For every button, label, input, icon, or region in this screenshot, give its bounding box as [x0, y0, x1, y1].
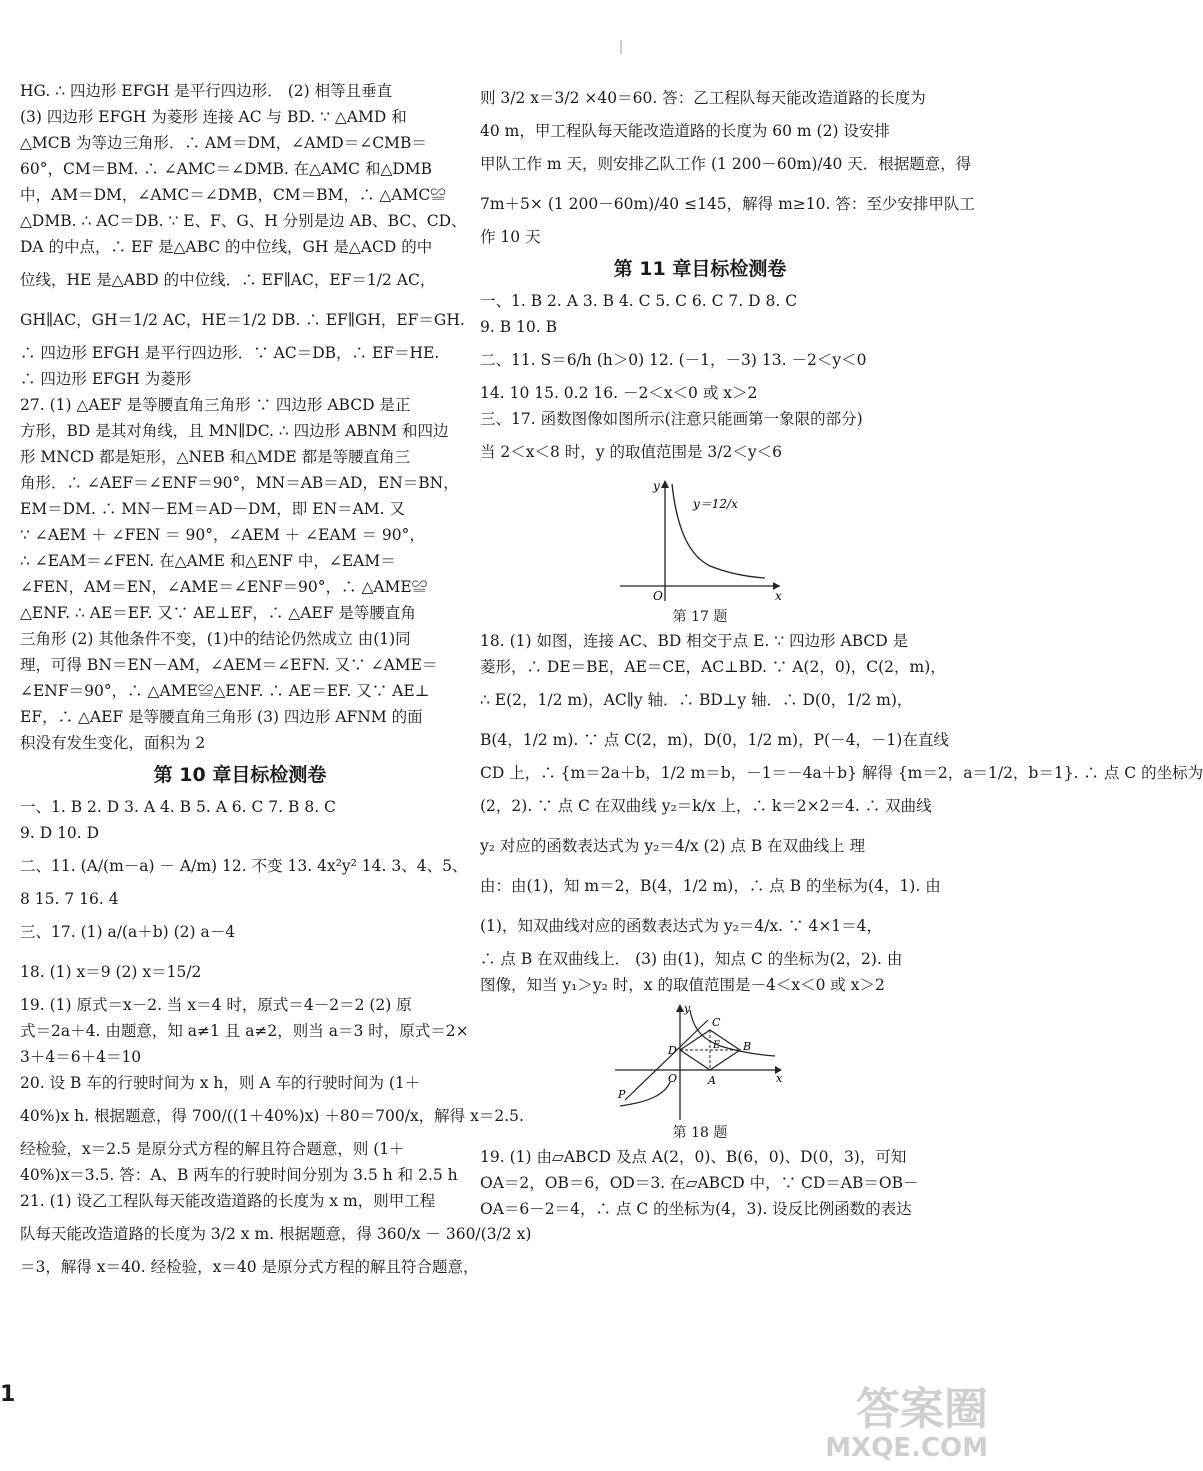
answer-line: 7m＋5× (1 200－60m)/40 ≤145，解得 m≥10. 答：至少安排甲队工: [480, 195, 975, 213]
answer-line: 19. (1) 原式＝x－2. 当 x＝4 时，原式＝4－2＝2 (2) 原: [20, 996, 412, 1014]
figure-17-graph: [615, 476, 785, 606]
answer-line: EM＝DM. ∴ MN－EM＝AD－DM，即 EN＝AM. 又: [20, 500, 406, 518]
answer-line: 19. (1) 由▱ABCD 及点 A(2，0)、B(6，0)、D(0，3)，可知: [480, 1148, 907, 1166]
label-e: E: [713, 1040, 721, 1051]
answer-line: CD 上，∴ {m＝2a＋b，1/2 m＝b，－1＝－4a＋b} 解得 {m＝2，a＝1/2，b＝1}. ∴ 点 C 的坐标为: [480, 764, 1203, 782]
answer-line: ∴ ∠EAM＝∠FEN. 在△AME 和△ENF 中，∠EAM＝: [20, 552, 396, 570]
answer-line: OA＝6－2＝4，∴ 点 C 的坐标为(4，3). 设反比例函数的表达: [480, 1200, 912, 1218]
top-edge-mark: [620, 40, 622, 54]
answer-line: 三、17. 函数图像如图所示(注意只能画第一象限的部分): [480, 410, 863, 428]
answer-line: 作 10 天: [480, 228, 541, 246]
answer-line: △DMB. ∴ AC＝DB. ∵ E、F、G、H 分别是边 AB、BC、CD、: [20, 212, 467, 230]
y-axis-arrow: [676, 1004, 684, 1012]
answer-line: 积没有发生变化，面积为 2: [20, 734, 206, 752]
label-p: P: [618, 1088, 626, 1101]
answer-line: 图像，知当 y₁＞y₂ 时，x 的取值范围是－4＜x＜0 或 x＞2: [480, 976, 885, 994]
answer-line: ∠FEN，AM＝EN，∠AME＝∠ENF＝90°，∴ △AME≌: [20, 578, 428, 596]
chapter-10-heading: 第 10 章目标检测卷: [153, 764, 327, 786]
answer-line: 二、11. (A/(m－a) － A/m) 12. 不变 13. 4x²y² 14. 3、4、5、: [20, 857, 468, 875]
y-label: y: [653, 479, 660, 493]
answer-line: 位线，HE 是△ABD 的中位线．∴ EF∥AC，EF＝1/2 AC，: [20, 271, 436, 289]
answer-line: 40%)x＝3.5. 答：A、B 两车的行驶时间分别为 3.5 h 和 2.5 h: [20, 1166, 458, 1184]
answer-line: 9. D 10. D: [20, 824, 100, 842]
answer-line: 40 m，甲工程队每天能改造道路的长度为 60 m (2) 设安排: [480, 122, 890, 140]
answer-line: ∴ E(2，1/2 m)，AC∥y 轴．∴ BD⊥y 轴．∴ D(0，1/2 m)，: [480, 691, 913, 709]
answer-line: 由：由(1)，知 m＝2，B(4，1/2 m)，∴ 点 B 的坐标为(4，1). 由: [480, 877, 941, 895]
y-axis-arrow: [661, 480, 669, 488]
answer-line: EF，∴ △AEF 是等腰直角三角形 (3) 四边形 AFNM 的面: [20, 708, 423, 726]
answer-line: 一、1. B 2. A 3. B 4. C 5. C 6. C 7. D 8. C: [480, 292, 798, 310]
page-number: 1: [0, 1382, 16, 1407]
chapter-11-heading: 第 11 章目标检测卷: [613, 258, 787, 280]
answer-line: ＝3，解得 x＝40. 经检验，x＝40 是原分式方程的解且符合题意，: [20, 1258, 479, 1276]
answer-line: 8 15. 7 16. 4: [20, 890, 119, 908]
answer-line: ∴ 四边形 EFGH 是平行四边形．∵ AC＝DB，∴ EF＝HE.: [20, 344, 440, 362]
answer-line: B(4，1/2 m). ∵ 点 C(2，m)，D(0，1/2 m)，P(－4，－1)在直线: [480, 731, 949, 749]
origin-label: O: [653, 589, 663, 603]
answer-line: △MCB 为等边三角形．∴ AM＝DM，∠AMD＝∠CMB＝: [20, 134, 427, 152]
answer-line: 经检验，x＝2.5 是原分式方程的解且符合题意，则 (1＋: [20, 1140, 405, 1158]
answer-line: 方形，BD 是其对角线，且 MN∥DC. ∴ 四边形 ABNM 和四边: [20, 422, 449, 440]
figure-18-graph: [610, 1002, 790, 1122]
answer-line: 菱形，∴ DE＝BE，AE＝CE，AC⊥BD. ∵ A(2，0)，C(2，m)，: [480, 658, 946, 676]
answer-line: 40%)x h. 根据题意，得 700/((1＋40%)x) ＋80＝700/x，解得 x＝2.5.: [20, 1107, 524, 1125]
label-x: x: [776, 1072, 783, 1085]
answer-line: 队每天能改造道路的长度为 3/2 x m. 根据题意，得 360/x － 360/(3/2 x): [20, 1225, 532, 1243]
answer-line: 三角形 (2) 其他条件不变，(1)中的结论仍然成立 由(1)同: [20, 630, 411, 648]
answer-line: △ENF. ∴ AE＝EF. 又∵ AE⊥EF，∴ △AEF 是等腰直角: [20, 604, 416, 622]
answer-line: ∵ ∠AEM ＋ ∠FEN ＝ 90°，∠AEM ＋ ∠EAM ＝ 90°，: [20, 526, 425, 544]
hyperbola-right: [690, 1010, 775, 1056]
answer-line: 18. (1) x＝9 (2) x＝15/2: [20, 963, 202, 981]
label-d: D: [668, 1044, 677, 1057]
x-label: x: [775, 589, 782, 603]
answer-line: (1)，知双曲线对应的函数表达式为 y₂＝4/x. ∵ 4×1＝4，: [480, 917, 883, 935]
answer-line: 27. (1) △AEF 是等腰直角三角形 ∵ 四边形 ABCD 是正: [20, 396, 411, 414]
label-b: B: [743, 1040, 752, 1053]
answer-line: 理，可得 BN＝EN－AM，∠AEM＝∠EFN. 又∵ ∠AME＝: [20, 656, 438, 674]
figure-17-caption: 第 17 题: [672, 609, 728, 625]
function-label: y＝12/x: [693, 497, 738, 511]
watermark-url: MXQE.COM: [825, 1433, 988, 1463]
answer-line: 20. 设 B 车的行驶时间为 x h，则 A 车的行驶时间为 (1＋: [20, 1074, 421, 1092]
label-y: y: [684, 1002, 691, 1015]
answer-line: (2，2). ∵ 点 C 在双曲线 y₂＝k/x 上，∴ k＝2×2＝4. ∴ 双曲线: [480, 797, 932, 815]
answer-line: 中，AM＝DM，∠AMC＝∠DMB，CM＝BM，∴ △AMC≌: [20, 186, 446, 204]
answer-line: HG. ∴ 四边形 EFGH 是平行四边形． (2) 相等且垂直: [20, 82, 393, 100]
answer-line: 形 MNCD 都是矩形，△NEB 和△MDE 都是等腰直角三: [20, 448, 411, 466]
answer-line: 角形．∴ ∠AEF＝∠ENF＝90°，MN＝AB＝AD，EN＝BN，: [20, 474, 459, 492]
answer-line: 21. (1) 设乙工程队每天能改造道路的长度为 x m，则甲工程: [20, 1192, 436, 1210]
answer-line: 当 2＜x＜8 时，y 的取值范围是 3/2＜y＜6: [480, 443, 782, 461]
answer-line: GH∥AC，GH＝1/2 AC，HE＝1/2 DB. ∴ EF∥GH，EF＝GH.: [20, 311, 465, 329]
answer-line: DA 的中点，∴ EF 是△ABC 的中位线，GH 是△ACD 的中: [20, 238, 433, 256]
watermark: [825, 1384, 988, 1463]
answer-line: 式＝2a＋4. 由题意，知 a≠1 且 a≠2，则当 a＝3 时，原式＝2×: [20, 1022, 469, 1040]
answer-line: y₂ 对应的函数表达式为 y₂＝4/x (2) 点 B 在双曲线上 理: [480, 837, 866, 855]
label-c: C: [712, 1016, 721, 1029]
answer-line: 3＋4＝6＋4＝10: [20, 1048, 142, 1066]
watermark-logo-text: 答案圈: [856, 1384, 988, 1435]
label-a: A: [708, 1074, 716, 1087]
answer-line: 三、17. (1) a/(a＋b) (2) a－4: [20, 923, 236, 941]
answer-line: 二、11. S＝6/h (h＞0) 12. (－1，－3) 13. －2＜y＜0: [480, 351, 867, 369]
answer-line: ∴ 四边形 EFGH 为菱形: [20, 370, 192, 388]
answer-line: ∴ 点 B 在双曲线上． (3) 由(1)，知点 C 的坐标为(2，2). 由: [480, 950, 903, 968]
hyperbola-left: [620, 1082, 670, 1106]
answer-line: 9. B 10. B: [480, 318, 558, 336]
answer-line: 60°，CM＝BM. ∴ ∠AMC＝∠DMB. 在△AMC 和△DMB: [20, 160, 433, 178]
answer-line: 18. (1) 如图，连接 AC、BD 相交于点 E. ∵ 四边形 ABCD 是: [480, 632, 909, 650]
label-o: O: [668, 1072, 678, 1085]
answer-line: 则 3/2 x＝3/2 ×40＝60. 答：乙工程队每天能改造道路的长度为: [480, 89, 926, 107]
answer-line: OA＝2，OB＝6，OD＝3. 在▱ABCD 中，∵ CD＝AB＝OB－: [480, 1174, 919, 1192]
answer-line: 一、1. B 2. D 3. A 4. B 5. A 6. C 7. B 8. C: [20, 798, 336, 816]
answer-line: 甲队工作 m 天，则安排乙队工作 (1 200－60m)/40 天．根据题意，得: [480, 155, 972, 173]
answer-line: 14. 10 15. 0.2 16. －2＜x＜0 或 x＞2: [480, 384, 758, 402]
right-column: [480, 78, 1203, 1222]
answer-line: ∠ENF＝90°，∴ △AME≌△ENF. ∴ AE＝EF. 又∵ AE⊥: [20, 682, 430, 700]
figure-18-caption: 第 18 题: [672, 1125, 728, 1141]
answer-line: (3) 四边形 EFGH 为菱形 连接 AC 与 BD. ∵ △AMD 和: [20, 108, 407, 126]
